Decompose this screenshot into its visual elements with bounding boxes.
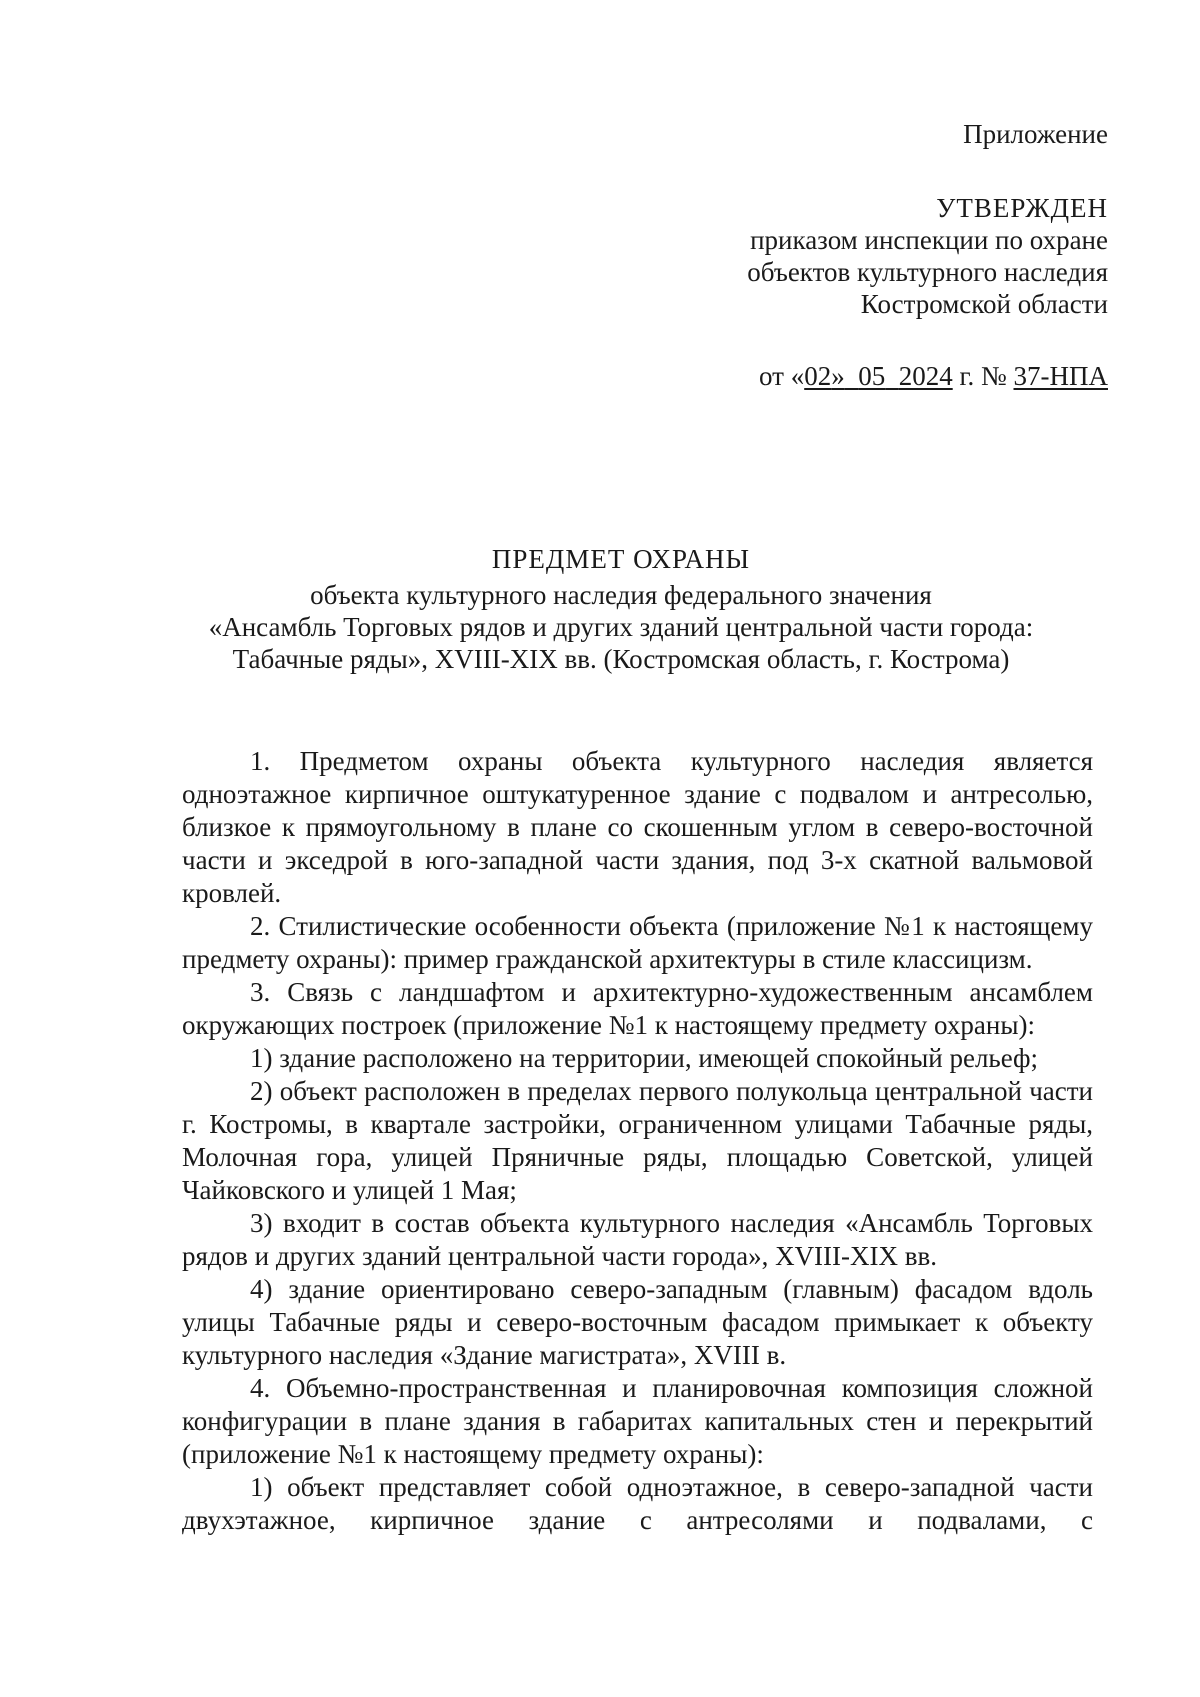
order-month: 05	[858, 361, 886, 391]
order-number: 37-НПА	[1013, 361, 1108, 391]
approval-header	[548, 118, 1108, 392]
order-prefix: от «	[759, 361, 805, 391]
title-main: ПРЕДМЕТ ОХРАНЫ	[491, 544, 751, 574]
order-mid: г. №	[952, 361, 1014, 391]
paragraph-4-1: 1) объект представляет собой одноэтажное, в северо-западной части двухэтажное, кирпичное здание с антресолями и подвалами, с	[182, 1472, 1093, 1535]
paragraph-3-3: 3) входит в состав объекта культурного наследия «Ансамбль Торговых рядов и других зданий центральной части города», XVIII-XIX вв.	[182, 1208, 1093, 1271]
title-line-1: объекта культурного наследия федерального значения	[310, 580, 932, 610]
title-line-3: Табачные ряды», XVIII-XIX вв. (Костромская область, г. Кострома)	[232, 644, 1010, 674]
order-reference	[548, 360, 1108, 392]
document-title	[150, 543, 1092, 675]
paragraph-4: 4. Объемно-пространственная и планировочная композиция сложной конфигурации в плане здания в габаритах капитальных стен и перекрытий (приложение №1 к настоящему предмету охраны):	[182, 1373, 1093, 1469]
approval-line-2: объектов культурного наследия	[747, 257, 1108, 287]
paragraph-3-2: 2) объект расположен в пределах первого полукольца центральной части г. Костромы, в квартале застройки, ограниченном улицами Табачные ряды, Молочная гора, улицей Пряничные ряды, площадью Советской, улицей Чайковского и улицей 1 Мая;	[182, 1076, 1093, 1205]
document-body	[182, 745, 1093, 1537]
paragraph-1: 1. Предметом охраны объекта культурного наследия является одноэтажное кирпичное оштукатуренное здание с подвалом и антресолью, близкое к прямоугольному в плане со скошенным углом в северо-восточной части и экседрой в юго-западной части здания, под 3-х скатной вальмовой кровлей.	[182, 746, 1093, 908]
approved-label: УТВЕРЖДЕН	[936, 193, 1108, 223]
order-day: 02	[804, 361, 832, 391]
paragraph-3-4: 4) здание ориентировано северо-западным (главным) фасадом вдоль улицы Табачные ряды и северо-восточным фасадом примыкает к объекту культурного наследия «Здание магистрата», XVIII в.	[182, 1274, 1093, 1370]
title-line-2: «Ансамбль Торговых рядов и других зданий центральной части города:	[208, 612, 1034, 642]
order-sep: »	[831, 361, 845, 391]
paragraph-3: 3. Связь с ландшафтом и архитектурно-художественным ансамблем окружающих построек (приложение №1 к настоящему предмету охраны):	[182, 977, 1093, 1040]
appendix-label: Приложение	[963, 119, 1108, 149]
order-month-gap	[845, 361, 859, 391]
order-year: 2024	[898, 361, 953, 391]
order-year-gap	[885, 361, 899, 391]
paragraph-3-1: 1) здание расположено на территории, имеющей спокойный рельеф;	[250, 1043, 1039, 1073]
paragraph-2: 2. Стилистические особенности объекта (приложение №1 к настоящему предмету охраны): пример гражданской архитектуры в стиле классицизм.	[182, 911, 1093, 974]
approval-line-3: Костромской области	[860, 289, 1108, 319]
approval-line-1: приказом инспекции по охране	[750, 225, 1108, 255]
